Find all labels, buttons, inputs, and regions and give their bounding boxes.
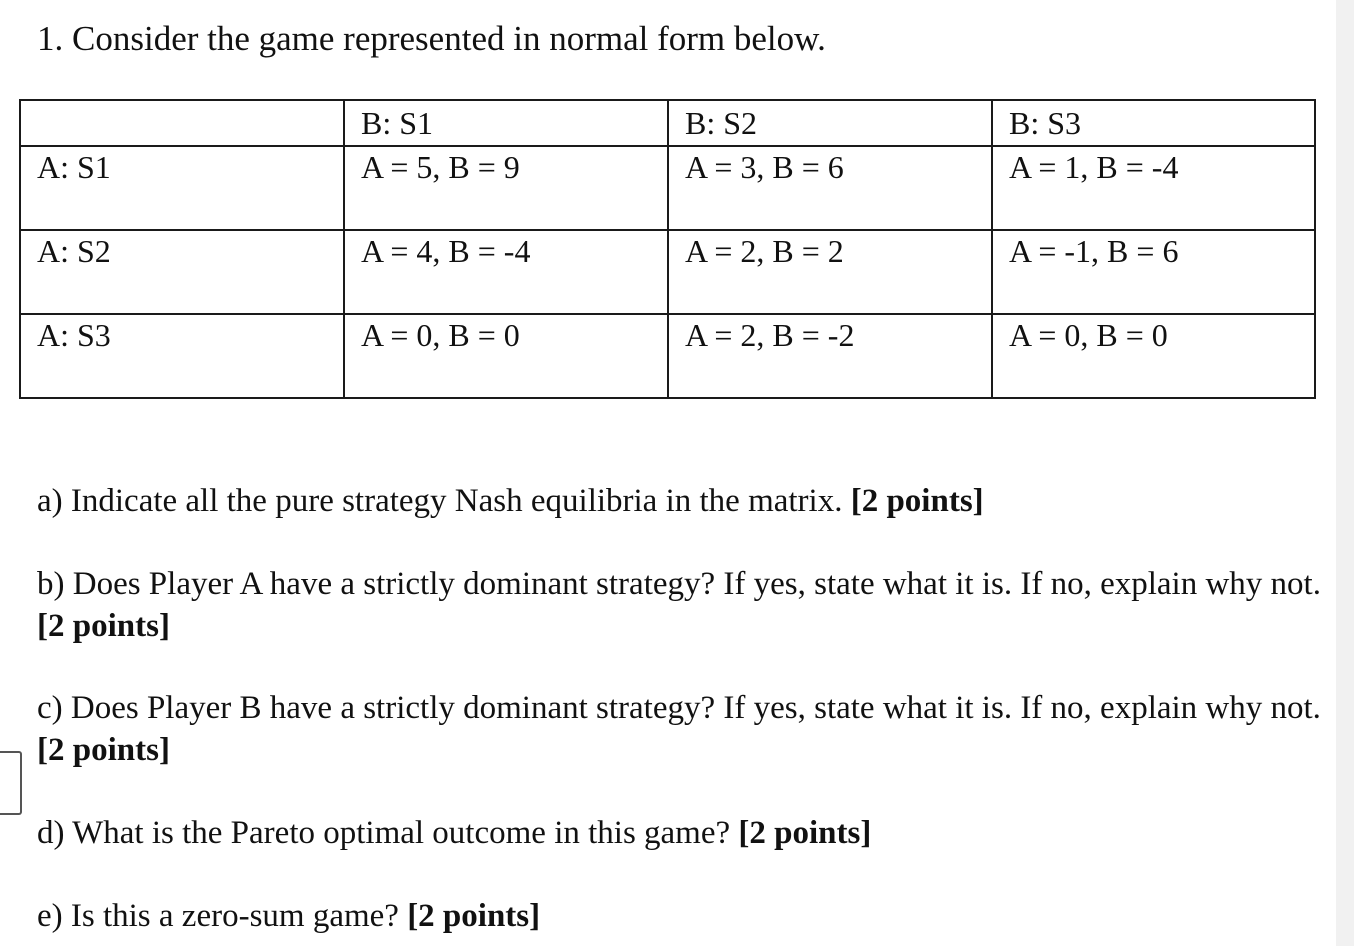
question-text: e) Is this a zero-sum game? xyxy=(37,898,399,934)
question-title: 1. Consider the game represented in normal form below. xyxy=(37,19,826,58)
table-row xyxy=(20,314,1315,398)
row-label-a-s2: A: S2 xyxy=(20,230,344,314)
payoff-cell: A = 2, B = -2 xyxy=(668,314,992,398)
side-tab-handle[interactable] xyxy=(0,751,22,815)
row-label-a-s3: A: S3 xyxy=(20,314,344,398)
payoff-cell: A = 4, B = -4 xyxy=(344,230,668,314)
payoff-cell: A = 0, B = 0 xyxy=(344,314,668,398)
payoff-matrix xyxy=(19,99,1316,399)
points-label: [2 points] xyxy=(407,898,541,934)
table-header-row xyxy=(20,100,1315,146)
question-text: c) Does Player B have a strictly dominant strategy? If yes, state what it is. If no, explain why not. xyxy=(37,690,1321,726)
points-label: [2 points] xyxy=(37,732,170,768)
payoff-cell: A = -1, B = 6 xyxy=(992,230,1315,314)
points-label: [2 points] xyxy=(37,608,170,644)
payoff-cell: A = 1, B = -4 xyxy=(992,146,1315,230)
points-label: [2 points] xyxy=(738,815,872,851)
payoff-cell: A = 5, B = 9 xyxy=(344,146,668,230)
points-label: [2 points] xyxy=(850,483,984,519)
payoff-cell: A = 3, B = 6 xyxy=(668,146,992,230)
question-c xyxy=(37,687,1322,771)
payoff-cell: A = 2, B = 2 xyxy=(668,230,992,314)
question-a xyxy=(37,480,984,522)
table-row xyxy=(20,146,1315,230)
header-b-s3: B: S3 xyxy=(992,100,1315,146)
question-text: b) Does Player A have a strictly dominant strategy? If yes, state what it is. If no, explain why not. xyxy=(37,566,1321,602)
question-b xyxy=(37,563,1322,647)
question-text: a) Indicate all the pure strategy Nash equilibria in the matrix. xyxy=(37,483,843,519)
question-d xyxy=(37,812,871,854)
header-b-s2: B: S2 xyxy=(668,100,992,146)
header-b-s1: B: S1 xyxy=(344,100,668,146)
right-edge-strip xyxy=(1336,0,1354,946)
row-label-a-s1: A: S1 xyxy=(20,146,344,230)
question-e xyxy=(37,895,540,937)
header-corner-cell xyxy=(20,100,344,146)
payoff-cell: A = 0, B = 0 xyxy=(992,314,1315,398)
question-text: d) What is the Pareto optimal outcome in this game? xyxy=(37,815,731,851)
table-row xyxy=(20,230,1315,314)
